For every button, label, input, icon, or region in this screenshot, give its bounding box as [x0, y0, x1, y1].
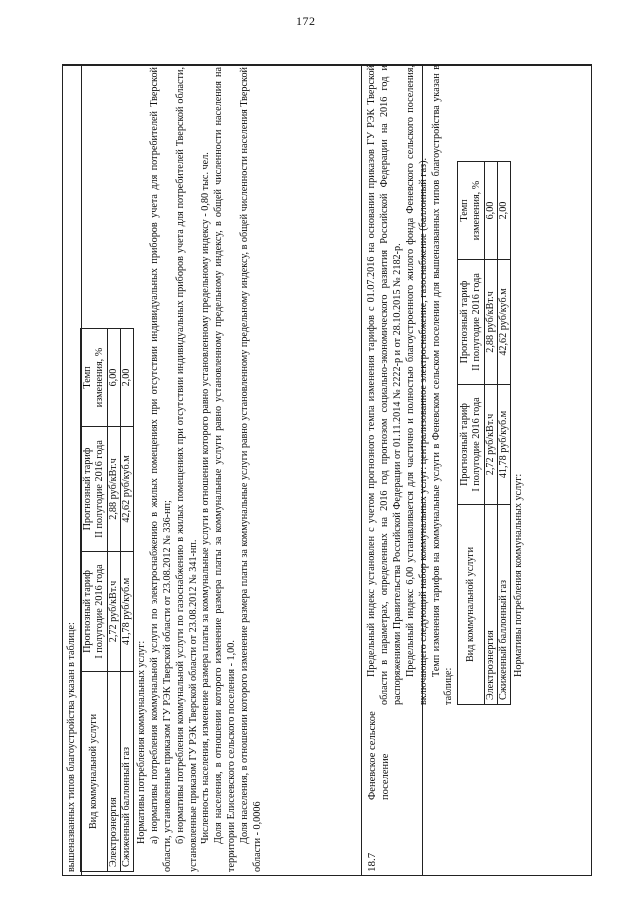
- paragraph: Нормативы потребления коммунальных услуг:: [513, 473, 525, 677]
- cell-tariff-h2: 2,88 руб/кВт.ч: [485, 260, 498, 385]
- cell-tariff-h2: 42,62 руб/куб.м: [120, 427, 133, 552]
- header-service: Вид коммунальной услуги: [80, 672, 107, 872]
- paragraph: Доля населения, в отношении которого изменение размера платы за коммунальные услуги равно установленному предельному индексу, в общей численности населения на территории Елисеевского сельского поселения - 1,00.: [213, 67, 238, 872]
- table-header-row: [80, 329, 107, 872]
- header-tariff-h2: Прогнозный тариф II полугодие 2016 года: [458, 260, 485, 385]
- tariff-table: [457, 161, 511, 705]
- bottom-row-content: [366, 65, 526, 705]
- paragraph: Темп изменения тарифов на коммунальные услуги в Феневском сельском поселении для вышеназванных типов благоустройства указан в таблице:: [430, 65, 455, 705]
- header-tariff-h1: Прогнозный тариф I полугодие 2016 года: [458, 385, 485, 505]
- paragraph: Предельный индекс установлен с учетом прогнозного темпа изменения тарифов с 01.07.2016 на основании приказов ГУ РЭК Тверской области в параметрах, определенных на 2016 год прогнозом социально-экономического развития Российской Федерации на 2016 год и распоряжениями Правительства Российской Федерации от 01.11.2014 № 2222-р и от 28.10.2015 № 2182-р.: [366, 65, 403, 705]
- cell-rate: 6,00: [485, 162, 498, 260]
- table-row: [498, 162, 511, 705]
- header-rate: Темп изменения, %: [458, 162, 485, 260]
- table-row: [485, 162, 498, 705]
- table-row: [120, 329, 133, 872]
- header-rate: Темп изменения, %: [80, 329, 107, 427]
- paragraph: Нормативы потребления коммунальных услуг:: [135, 640, 147, 844]
- paragraph: б) нормативы потребления коммунальной услуги по газоснабжению в жилых помещениях при отсутствии индивидуальных приборов учета для потребителей Тверской области, установленные приказом ГУ РЭК Тверской области от 23.08.2012 № 341-нп.: [174, 67, 199, 872]
- cell-tariff-h2: 42,62 руб/куб.м: [498, 260, 511, 385]
- page-number: 172: [296, 14, 316, 28]
- column-divider: [361, 65, 362, 875]
- cell-service: Электроэнергия: [485, 505, 498, 705]
- top-row-content: [66, 67, 265, 872]
- cell-tariff-h1: 2,72 руб/кВт.ч: [485, 385, 498, 505]
- cell-service: Сжиженный баллонный газ: [120, 672, 133, 872]
- table-row: [107, 329, 120, 872]
- header-service: Вид коммунальной услуги: [458, 505, 485, 705]
- cell-rate: 6,00: [107, 329, 120, 427]
- paragraph: Численность населения, изменение размера платы за коммунальные услуги в отношении которого равно установленному предельному индексу - 0,80 тыс. чел.: [200, 152, 212, 844]
- table-header-row: [458, 162, 485, 705]
- row-number: 18.7: [366, 852, 378, 872]
- header-tariff-h1: Прогнозный тариф I полугодие 2016 года: [80, 552, 107, 672]
- cell-tariff-h2: 2,88 руб/кВт.ч: [107, 427, 120, 552]
- paragraph: Предельный индекс 6,00 устанавливается для частично и полностью благоустроенного жилого фонда Феневского сельского поселения, включающего следующий набор коммунальных услуг: централизованное электроснабжение, газоснабжение (баллонный газ).: [404, 65, 429, 705]
- cell-tariff-h1: 41,78 руб/куб.м: [120, 552, 133, 672]
- paragraph: а) нормативы потребления коммунальной услуги по электроснабжению в жилых помещениях при отсутствии индивидуальных приборов учета для потребителей Тверской области, установленные приказом ГУ РЭК Тверской области от 23.08.2012 № 336-нп;: [148, 67, 173, 872]
- settlement-name: Феневское сельское поселение: [367, 711, 391, 800]
- cell-tariff-h1: 2,72 руб/кВт.ч: [107, 552, 120, 672]
- cell-rate: 2,00: [120, 329, 133, 427]
- cell-rate: 2,00: [498, 162, 511, 260]
- paragraph: Доля населения, в отношении которого изменение размера платы за коммунальные услуги равно установленному предельному индексу, в общей численности населения Тверской области - 0,0006: [239, 67, 264, 872]
- table-intro: вышеназванных типов благоустройства указан в таблице:: [66, 622, 77, 872]
- header-tariff-h2: Прогнозный тариф II полугодие 2016 года: [80, 427, 107, 552]
- cell-tariff-h1: 41,78 руб/куб.м: [498, 385, 511, 505]
- cell-service: Сжиженный баллонный газ: [498, 505, 511, 705]
- cell-service: Электроэнергия: [107, 672, 120, 872]
- tariff-table: [80, 328, 134, 872]
